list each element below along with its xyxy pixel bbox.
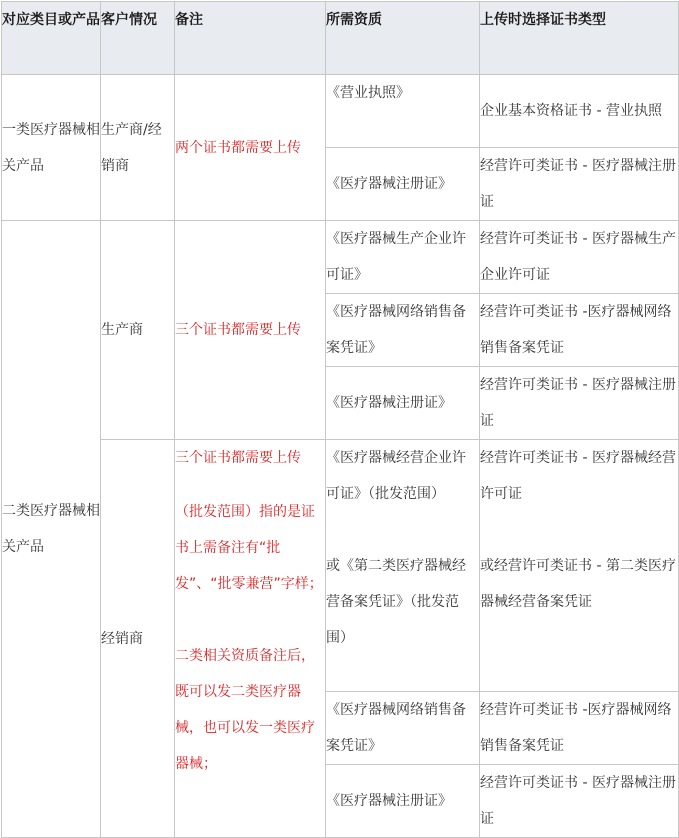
category-cell: 一类医疗器械相关产品: [2, 75, 101, 221]
qualification-cell: 《医疗器械注册证》: [326, 367, 480, 440]
certificate-type-cell: 经营许可类证书 - 医疗器械注册证: [480, 765, 679, 838]
header-certificate-type: 上传时选择证书类型: [480, 2, 679, 75]
certificate-type-cell: 经营许可类证书 - 医疗器械注册证: [480, 367, 679, 440]
note-class-two-scope: 二类相关资质备注后，既可以发二类医疗器械，也可以发一类医疗器械；: [175, 648, 315, 772]
note-cell: [175, 440, 326, 838]
qualification-cell: 《医疗器械网络销售备案凭证》: [326, 692, 480, 765]
table-header-row: [2, 2, 679, 75]
certificate-type-cell: 经营许可类证书 -医疗器械网络销售备案凭证: [480, 692, 679, 765]
certificate-type-filing: 或经营许可类证书 - 第二类医疗器械经营备案凭证: [480, 558, 676, 610]
qualification-cell: 《医疗器械生产企业许可证》: [326, 221, 480, 294]
note-cell: 两个证书都需要上传: [175, 75, 326, 221]
customer-cell: 生产商/经销商: [101, 75, 175, 221]
certificate-type-cell: 经营许可类证书 - 医疗器械注册证: [480, 148, 679, 221]
note-upload-three: 三个证书都需要上传: [175, 450, 301, 466]
customer-cell: 经销商: [101, 440, 175, 838]
qualification-license: 《医疗器械经营企业许可证》（批发范围）: [326, 450, 466, 502]
header-category: 对应类目或产品: [2, 2, 101, 75]
certificate-type-license: 经营许可类证书 - 医疗器械经营许可证: [480, 450, 676, 502]
qualification-cell: 《医疗器械网络销售备案凭证》: [326, 294, 480, 367]
certificate-type-cell: 经营许可类证书 - 医疗器械生产企业许可证: [480, 221, 679, 294]
certificate-type-cell: [480, 440, 679, 692]
certificate-requirements-table: [1, 1, 679, 838]
certificate-type-cell: 经营许可类证书 -医疗器械网络销售备案凭证: [480, 294, 679, 367]
qualification-cell: 《医疗器械注册证》: [326, 765, 480, 838]
qualification-filing: 或《第二类医疗器械经营备案凭证》（批发范围）: [326, 558, 466, 646]
table-row: [2, 75, 679, 148]
category-cell: 二类医疗器械相关产品: [2, 221, 101, 838]
certificate-type-cell: 企业基本资格证书 - 营业执照: [480, 75, 679, 148]
table-row: [2, 440, 679, 692]
header-note: 备注: [175, 2, 326, 75]
note-wholesale-scope: （批发范围）指的是证书上需备注有“批发”、“批零兼营”字样；: [175, 504, 323, 592]
customer-cell: 生产商: [101, 221, 175, 440]
header-qualification: 所需资质: [326, 2, 480, 75]
qualification-cell: [326, 440, 480, 692]
qualification-cell: 《营业执照》: [326, 75, 480, 148]
header-customer: 客户情况: [101, 2, 175, 75]
qualification-cell: 《医疗器械注册证》: [326, 148, 480, 221]
note-cell: 三个证书都需要上传: [175, 221, 326, 440]
table-row: [2, 221, 679, 294]
